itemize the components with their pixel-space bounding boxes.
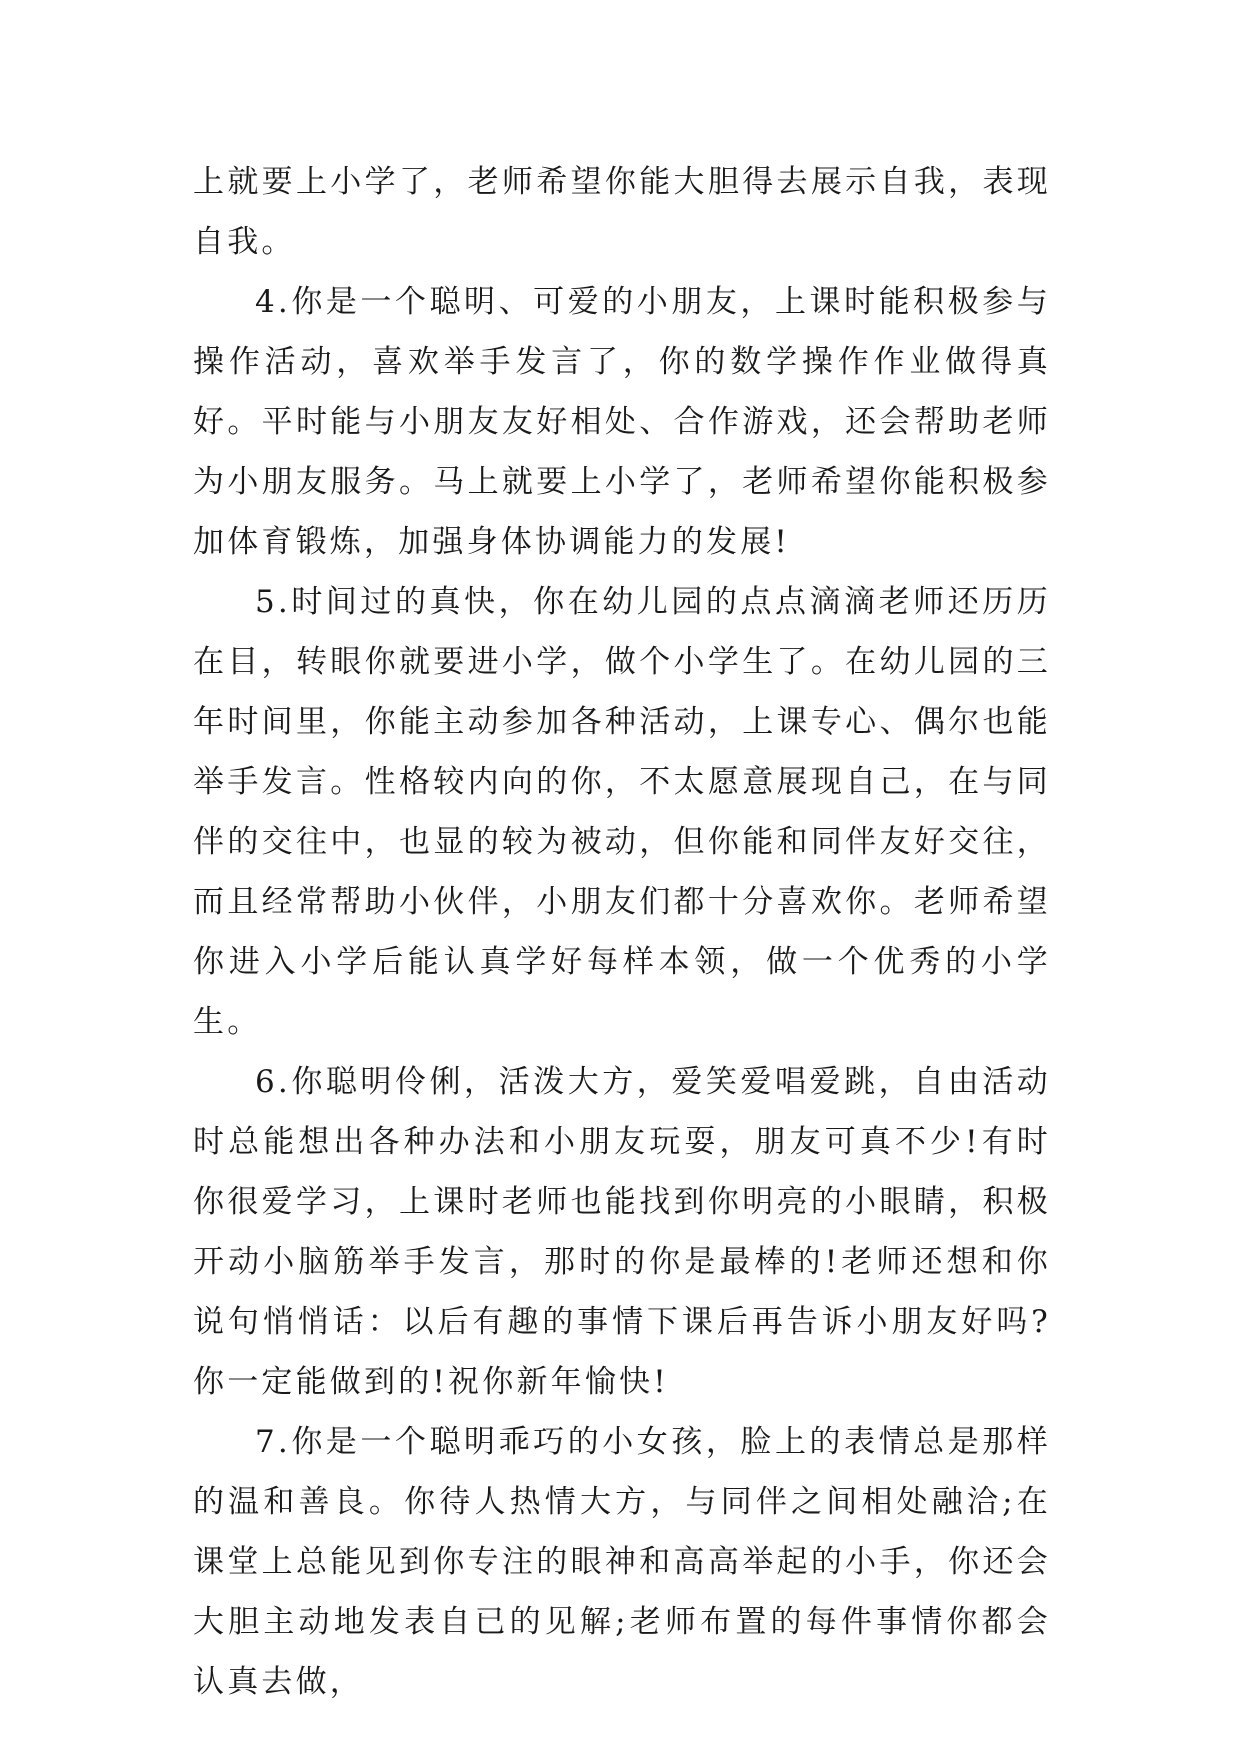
paragraph-item-7: 7.你是一个聪明乖巧的小女孩，脸上的表情总是那样的温和善良。你待人热情大方，与同伴之间相处融洽;在课堂上总能见到你专注的眼神和高高举起的小手，你还会大胆主动地发表自已的见解;老师布置的每件事情你都会认真去做，	[193, 1424, 1051, 1700]
paragraph-item-4: 4.你是一个聪明、可爱的小朋友，上课时能积极参与操作活动，喜欢举手发言了，你的数学操作作业做得真好。平时能与小朋友友好相处、合作游戏，还会帮助老师为小朋友服务。马上就要上小学了，老师希望你能积极参加体育锻炼，加强身体协调能力的发展!	[193, 284, 1051, 560]
paragraph-continuation: 上就要上小学了，老师希望你能大胆得去展示自我，表现自我。	[193, 164, 1051, 260]
paragraph-item-5: 5.时间过的真快，你在幼儿园的点点滴滴老师还历历在目，转眼你就要进小学，做个小学生了。在幼儿园的三年时间里，你能主动参加各种活动，上课专心、偶尔也能举手发言。性格较内向的你，不太愿意展现自己，在与同伴的交往中，也显的较为被动，但你能和同伴友好交往，而且经常帮助小伙伴，小朋友们都十分喜欢你。老师希望你进入小学后能认真学好每样本领，做一个优秀的小学生。	[193, 584, 1051, 1040]
document-body	[193, 152, 1051, 1712]
paragraph-item-6: 6.你聪明伶俐，活泼大方，爱笑爱唱爱跳，自由活动时总能想出各种办法和小朋友玩耍，朋友可真不少!有时你很爱学习，上课时老师也能找到你明亮的小眼睛，积极开动小脑筋举手发言，那时的你是最棒的!老师还想和你说句悄悄话：以后有趣的事情下课后再告诉小朋友好吗?你一定能做到的!祝你新年愉快!	[193, 1064, 1051, 1400]
